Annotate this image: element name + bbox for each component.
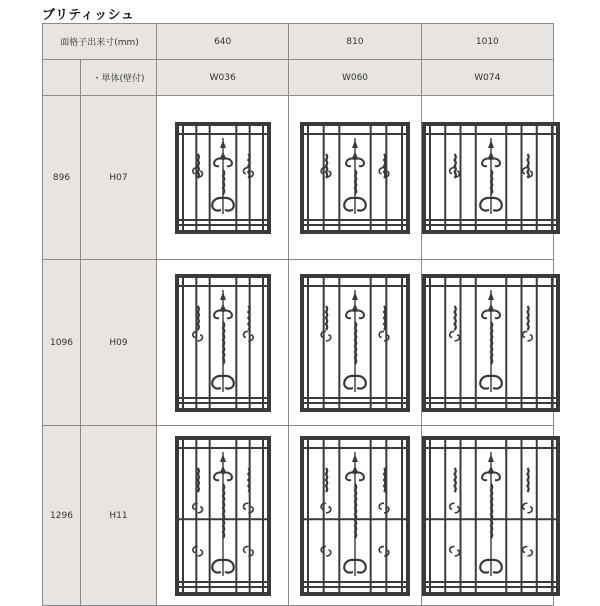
grille-drawing (175, 274, 271, 412)
width-code-w060: W060 (289, 60, 421, 96)
header-empty-corner (43, 60, 81, 96)
grille-drawing (300, 274, 410, 412)
size-table (42, 23, 554, 606)
grille-image-w074-h11 (421, 426, 553, 606)
width-mm-640: 640 (157, 24, 289, 60)
table-row (43, 260, 554, 426)
grille-image-w060-h11 (289, 426, 421, 606)
table-row (43, 426, 554, 606)
grille-image-w036-h07 (157, 96, 289, 260)
table-row (43, 96, 554, 260)
grille-image-w060-h07 (289, 96, 421, 260)
grille-drawing (300, 122, 410, 234)
width-code-w074: W074 (421, 60, 553, 96)
unit-header: ・単体(壁付) (81, 60, 157, 96)
grille-drawing (422, 436, 560, 596)
grille-drawing (175, 122, 271, 234)
grille-drawing (422, 274, 560, 412)
height-code-h11: H11 (81, 426, 157, 606)
height-code-h09: H09 (81, 260, 157, 426)
height-mm-1096: 1096 (43, 260, 81, 426)
size-header: 面格子出来寸(mm) (43, 24, 157, 60)
grille-image-w060-h09 (289, 260, 421, 426)
height-code-h07: H07 (81, 96, 157, 260)
grille-drawing (300, 436, 410, 596)
height-mm-896: 896 (43, 96, 81, 260)
grille-drawing (175, 436, 271, 596)
height-mm-1296: 1296 (43, 426, 81, 606)
width-code-w036: W036 (157, 60, 289, 96)
grille-image-w036-h09 (157, 260, 289, 426)
grille-drawing (422, 122, 560, 234)
grille-image-w074-h07 (421, 96, 553, 260)
grille-image-w074-h09 (421, 260, 553, 426)
page-title: ブリティッシュ (42, 8, 135, 23)
width-mm-1010: 1010 (421, 24, 553, 60)
width-mm-810: 810 (289, 24, 421, 60)
grille-image-w036-h11 (157, 426, 289, 606)
